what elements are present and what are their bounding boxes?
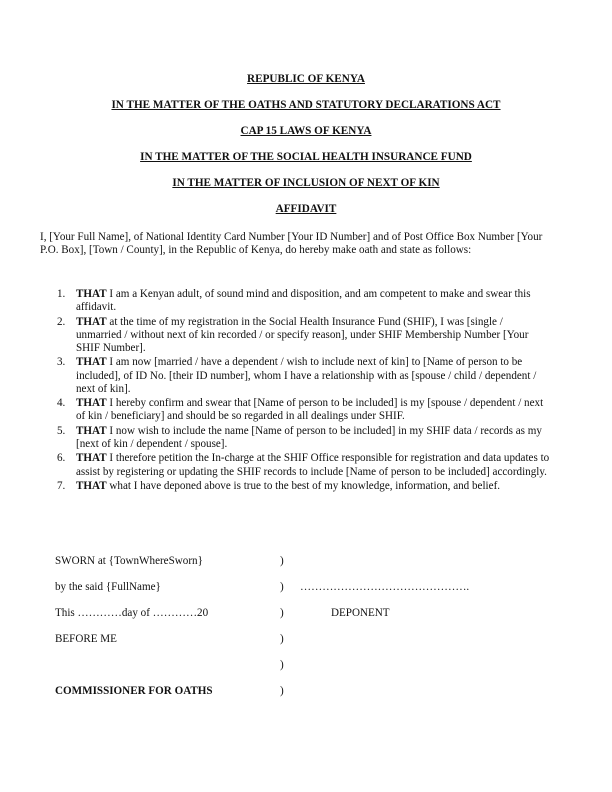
- sworn-at-label: SWORN at {TownWhereSworn}: [55, 555, 203, 567]
- clause-text: at the time of my registration in the Social Health Insurance Fund (SHIF), I was [single / unmarried / without next of kin recorded / or specify reason], under SHIF Membership Number [Your SHIF Number].: [76, 315, 529, 354]
- heading-cap15: CAP 15 LAWS OF KENYA: [240, 125, 372, 137]
- clause-text: I hereby confirm and swear that [Name of person to be included] is my [spouse / dependent / next of kin / beneficiary] and should be so regarded in all dealings under SHIF.: [76, 397, 544, 423]
- intro-paragraph: I, [Your Full Name], of National Identity Card Number [Your ID Number] and of Post Office Box Number [Your P.O. Box], [Town / County], in the Republic of Kenya, do hereby make oath and state as follows:: [40, 231, 543, 257]
- clause-number: 5.: [57, 424, 66, 437]
- clause-lead: THAT: [76, 315, 107, 328]
- clause-text: I am a Kenyan adult, of sound mind and disposition, and am competent to make and swear this affidavit.: [76, 288, 531, 314]
- jurat-row-sworn: [55, 555, 555, 571]
- deponent-label: DEPONENT: [331, 607, 390, 619]
- heading-affidavit: AFFIDAVIT: [275, 203, 337, 215]
- clause-item: [40, 452, 550, 478]
- jurat-row-commissioner: [55, 685, 555, 701]
- bracket: ): [280, 581, 284, 593]
- clause-item: [40, 316, 550, 356]
- before-me-label: BEFORE ME: [55, 633, 117, 645]
- clause-number: 1.: [57, 288, 66, 300]
- heading-next-of-kin: IN THE MATTER OF INCLUSION OF NEXT OF KIN: [172, 177, 440, 189]
- clause-lead: THAT: [76, 479, 107, 492]
- jurat-row-by: [55, 581, 555, 597]
- bracket: ): [280, 633, 284, 645]
- bracket: ): [280, 607, 284, 619]
- bracket: ): [280, 685, 284, 697]
- jurat-row-before: [55, 633, 555, 649]
- heading-shif: IN THE MATTER OF THE SOCIAL HEALTH INSURANCE FUND: [140, 151, 472, 163]
- clause-lead: THAT: [76, 424, 107, 437]
- bracket: ): [280, 555, 284, 567]
- jurat-row-date: [55, 607, 555, 623]
- jurat-row-blank: [55, 659, 555, 675]
- clause-text: what I have deponed above is true to the best of my knowledge, information, and belief.: [106, 479, 501, 492]
- clause-list: [40, 288, 550, 494]
- clause-text: I therefore petition the In-charge at the SHIF Office responsible for registration and data updates to assist by registering or updating the SHIF records to include [Name of person to be included] accordingly.: [76, 452, 550, 478]
- clause-item: [40, 480, 550, 493]
- by-the-said-label: by the said {FullName}: [55, 581, 161, 593]
- signature-line: ……………………………………….: [300, 581, 470, 593]
- clause-number: 7.: [57, 479, 66, 492]
- clause-text: I am now [married / have a dependent / wish to include next of kin] to [Name of person to be included], of ID No. [their ID number], whom I have a relationship with as [spouse / child / dependent / next of kin].: [76, 356, 537, 395]
- clause-item: [40, 397, 550, 423]
- clause-text: I now wish to include the name [Name of person to be included] in my SHIF data / records as my [next of kin / dependent / spouse].: [76, 424, 542, 450]
- clause-number: 6.: [57, 452, 66, 465]
- clause-item: [40, 288, 550, 314]
- clause-lead: THAT: [76, 397, 107, 410]
- clause-item: [40, 425, 550, 451]
- bracket: ): [280, 659, 284, 671]
- commissioner-label: COMMISSIONER FOR OATHS: [55, 685, 213, 697]
- heading-republic: REPUBLIC OF KENYA: [247, 73, 365, 85]
- clause-item: [40, 356, 550, 396]
- heading-oaths-act: IN THE MATTER OF THE OATHS AND STATUTORY DECLARATIONS ACT: [111, 99, 501, 111]
- clause-lead: THAT: [76, 356, 107, 369]
- date-label: This …………day of …………20: [55, 607, 209, 619]
- clause-number: 4.: [57, 397, 66, 410]
- clause-number: 2.: [57, 315, 66, 328]
- clause-number: 3.: [57, 356, 66, 369]
- clause-lead: THAT: [76, 288, 107, 300]
- clause-lead: THAT: [76, 452, 107, 465]
